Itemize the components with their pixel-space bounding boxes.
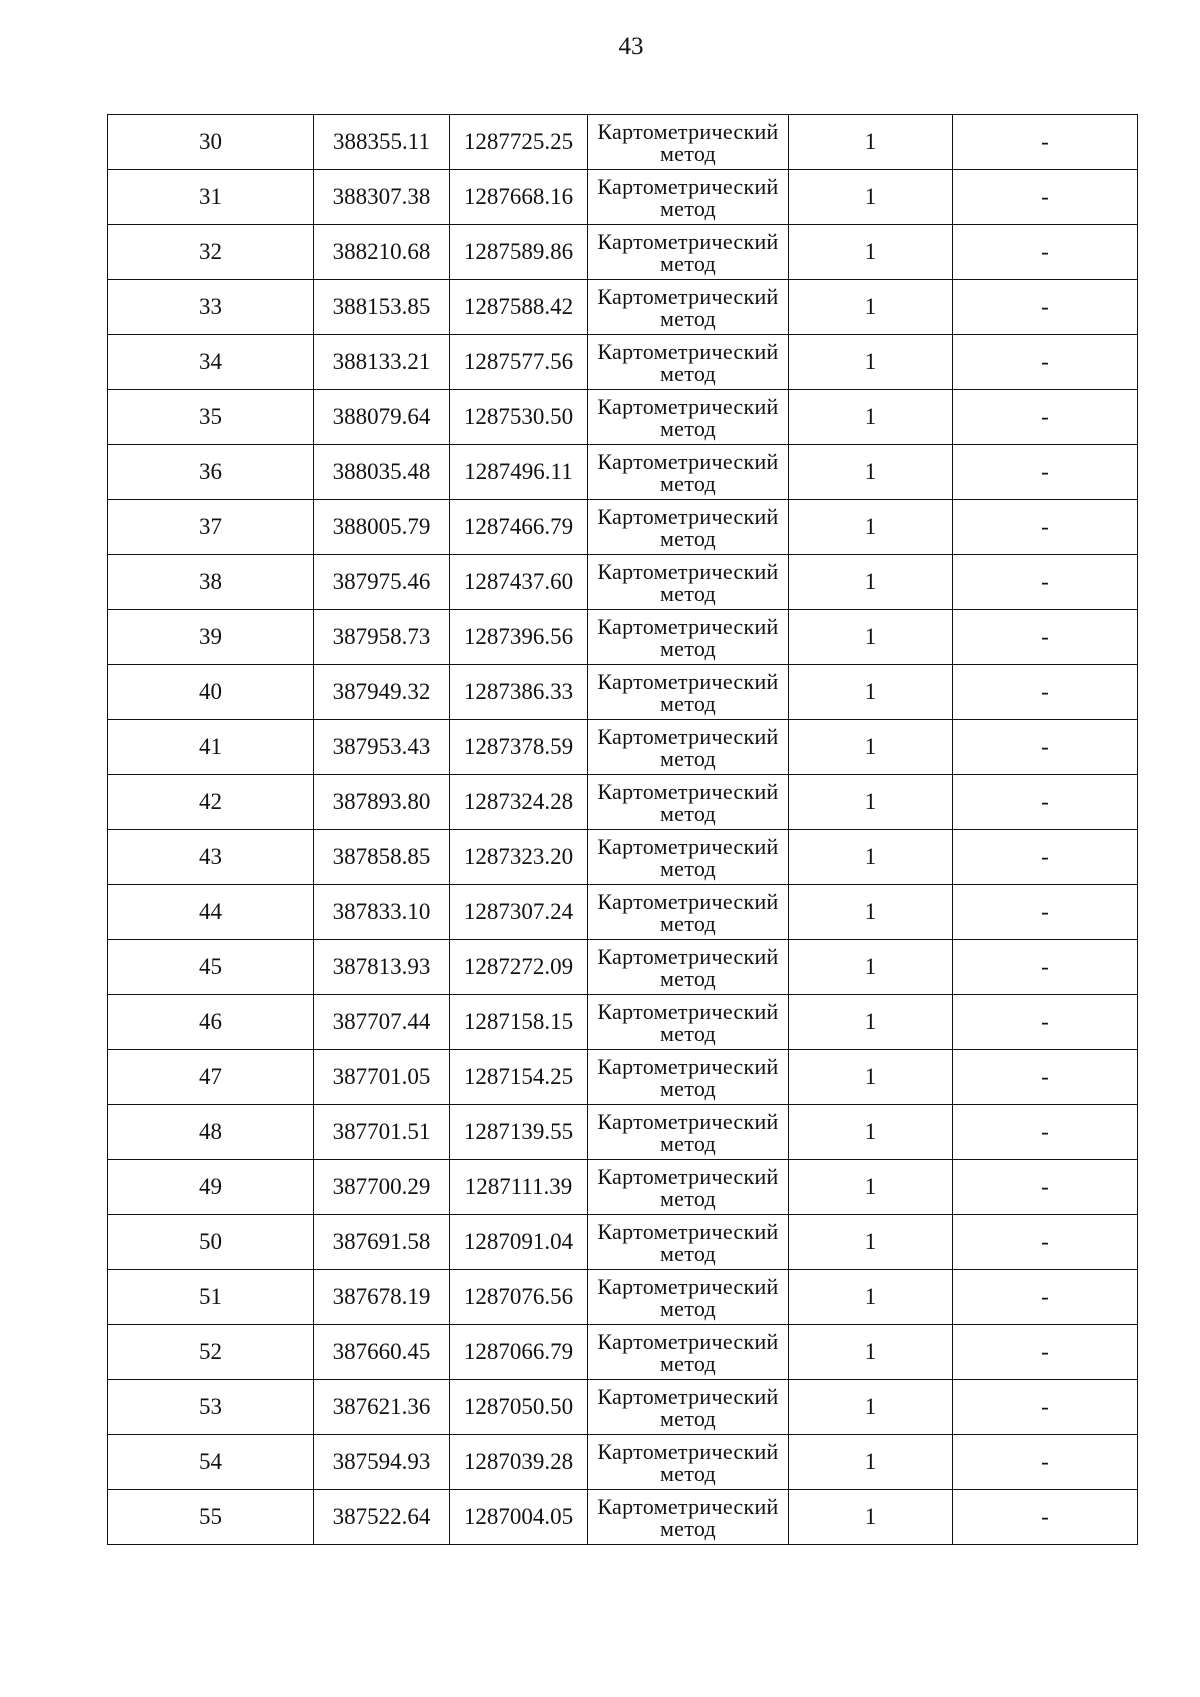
x-coordinate-cell: 387522.64 (314, 1490, 450, 1545)
y-coordinate-cell: 1287588.42 (450, 280, 588, 335)
method-line-1: Картометрический (597, 1053, 779, 1079)
table-row (108, 610, 1138, 665)
x-coordinate-cell: 388035.48 (314, 445, 450, 500)
method-line-2: метод (659, 1020, 717, 1046)
method-line-2: метод (659, 525, 717, 551)
point-number-cell: 40 (108, 665, 314, 720)
x-coordinate-cell: 387660.45 (314, 1325, 450, 1380)
table-row (108, 170, 1138, 225)
point-number-cell: 42 (108, 775, 314, 830)
method-line-1: Картометрический (597, 228, 779, 254)
point-number-cell: 41 (108, 720, 314, 775)
accuracy-cell: 1 (789, 335, 953, 390)
method-line-2: метод (659, 1405, 717, 1431)
accuracy-cell: 1 (789, 885, 953, 940)
note-cell: - (953, 115, 1138, 170)
method-line-2: метод (659, 360, 717, 386)
point-number-cell: 33 (108, 280, 314, 335)
method-line-1: Картометрический (597, 393, 779, 419)
method-cell (588, 1380, 789, 1435)
accuracy-cell: 1 (789, 1050, 953, 1105)
method-line-2: метод (659, 1515, 717, 1541)
y-coordinate-cell: 1287307.24 (450, 885, 588, 940)
page-number: 43 (618, 33, 644, 60)
accuracy-cell: 1 (789, 1270, 953, 1325)
x-coordinate-cell: 387949.32 (314, 665, 450, 720)
method-line-2: метод (659, 1240, 717, 1266)
x-coordinate-cell: 388307.38 (314, 170, 450, 225)
method-cell (588, 1435, 789, 1490)
method-cell (588, 1490, 789, 1545)
y-coordinate-cell: 1287725.25 (450, 115, 588, 170)
table-row (108, 225, 1138, 280)
y-coordinate-cell: 1287154.25 (450, 1050, 588, 1105)
method-cell (588, 830, 789, 885)
y-coordinate-cell: 1287139.55 (450, 1105, 588, 1160)
y-coordinate-cell: 1287386.33 (450, 665, 588, 720)
x-coordinate-cell: 388079.64 (314, 390, 450, 445)
method-line-1: Картометрический (597, 1273, 779, 1299)
note-cell: - (953, 995, 1138, 1050)
method-line-1: Картометрический (597, 283, 779, 309)
point-number-cell: 45 (108, 940, 314, 995)
x-coordinate-cell: 387594.93 (314, 1435, 450, 1490)
point-number-cell: 47 (108, 1050, 314, 1105)
method-line-2: метод (659, 305, 717, 331)
note-cell: - (953, 940, 1138, 995)
method-line-2: метод (659, 1460, 717, 1486)
accuracy-cell: 1 (789, 170, 953, 225)
accuracy-cell: 1 (789, 995, 953, 1050)
point-number-cell: 52 (108, 1325, 314, 1380)
method-line-1: Картометрический (597, 558, 779, 584)
accuracy-cell: 1 (789, 1105, 953, 1160)
table-row (108, 555, 1138, 610)
x-coordinate-cell: 387621.36 (314, 1380, 450, 1435)
note-cell: - (953, 390, 1138, 445)
method-line-2: метод (659, 470, 717, 496)
y-coordinate-cell: 1287039.28 (450, 1435, 588, 1490)
point-number-cell: 54 (108, 1435, 314, 1490)
note-cell: - (953, 1050, 1138, 1105)
accuracy-cell: 1 (789, 280, 953, 335)
note-cell: - (953, 225, 1138, 280)
point-number-cell: 50 (108, 1215, 314, 1270)
method-line-2: метод (659, 855, 717, 881)
x-coordinate-cell: 387701.05 (314, 1050, 450, 1105)
x-coordinate-cell: 388210.68 (314, 225, 450, 280)
method-cell (588, 1050, 789, 1105)
y-coordinate-cell: 1287111.39 (450, 1160, 588, 1215)
note-cell: - (953, 1490, 1138, 1545)
method-cell (588, 1270, 789, 1325)
point-number-cell: 53 (108, 1380, 314, 1435)
method-cell (588, 390, 789, 445)
note-cell: - (953, 1435, 1138, 1490)
y-coordinate-cell: 1287378.59 (450, 720, 588, 775)
method-line-2: метод (659, 1350, 717, 1376)
point-number-cell: 32 (108, 225, 314, 280)
y-coordinate-cell: 1287589.86 (450, 225, 588, 280)
method-line-1: Картометрический (597, 1108, 779, 1134)
accuracy-cell: 1 (789, 390, 953, 445)
method-line-1: Картометрический (597, 173, 779, 199)
accuracy-cell: 1 (789, 940, 953, 995)
y-coordinate-cell: 1287076.56 (450, 1270, 588, 1325)
note-cell: - (953, 335, 1138, 390)
x-coordinate-cell: 387893.80 (314, 775, 450, 830)
note-cell: - (953, 445, 1138, 500)
y-coordinate-cell: 1287437.60 (450, 555, 588, 610)
method-line-2: метод (659, 965, 717, 991)
method-line-2: метод (659, 580, 717, 606)
method-line-1: Картометрический (597, 338, 779, 364)
note-cell: - (953, 1160, 1138, 1215)
x-coordinate-cell: 387833.10 (314, 885, 450, 940)
method-cell (588, 940, 789, 995)
table-row (108, 995, 1138, 1050)
table-row (108, 1160, 1138, 1215)
point-number-cell: 36 (108, 445, 314, 500)
method-line-2: метод (659, 1185, 717, 1211)
accuracy-cell: 1 (789, 1160, 953, 1215)
method-line-1: Картометрический (597, 448, 779, 474)
method-line-1: Картометрический (597, 613, 779, 639)
x-coordinate-cell: 387858.85 (314, 830, 450, 885)
accuracy-cell: 1 (789, 1490, 953, 1545)
x-coordinate-cell: 388153.85 (314, 280, 450, 335)
method-line-1: Картометрический (597, 1438, 779, 1464)
table-row (108, 1435, 1138, 1490)
method-line-2: метод (659, 745, 717, 771)
accuracy-cell: 1 (789, 830, 953, 885)
x-coordinate-cell: 387813.93 (314, 940, 450, 995)
method-line-2: метод (659, 635, 717, 661)
y-coordinate-cell: 1287004.05 (450, 1490, 588, 1545)
method-line-1: Картометрический (597, 998, 779, 1024)
method-cell (588, 500, 789, 555)
method-line-2: метод (659, 140, 717, 166)
point-number-cell: 46 (108, 995, 314, 1050)
table-row (108, 775, 1138, 830)
note-cell: - (953, 170, 1138, 225)
y-coordinate-cell: 1287496.11 (450, 445, 588, 500)
method-cell (588, 170, 789, 225)
accuracy-cell: 1 (789, 665, 953, 720)
y-coordinate-cell: 1287050.50 (450, 1380, 588, 1435)
table-row (108, 390, 1138, 445)
accuracy-cell: 1 (789, 555, 953, 610)
y-coordinate-cell: 1287066.79 (450, 1325, 588, 1380)
point-number-cell: 39 (108, 610, 314, 665)
accuracy-cell: 1 (789, 115, 953, 170)
x-coordinate-cell: 387700.29 (314, 1160, 450, 1215)
y-coordinate-cell: 1287530.50 (450, 390, 588, 445)
method-line-2: метод (659, 1130, 717, 1156)
x-coordinate-cell: 387678.19 (314, 1270, 450, 1325)
method-cell (588, 1160, 789, 1215)
note-cell: - (953, 775, 1138, 830)
table-row (108, 940, 1138, 995)
method-line-1: Картометрический (597, 1493, 779, 1519)
table-row (108, 335, 1138, 390)
method-cell (588, 995, 789, 1050)
note-cell: - (953, 830, 1138, 885)
point-number-cell: 49 (108, 1160, 314, 1215)
method-cell (588, 1215, 789, 1270)
table-row (108, 280, 1138, 335)
table-row (108, 665, 1138, 720)
method-line-1: Картометрический (597, 118, 779, 144)
method-cell (588, 885, 789, 940)
y-coordinate-cell: 1287158.15 (450, 995, 588, 1050)
accuracy-cell: 1 (789, 720, 953, 775)
note-cell: - (953, 885, 1138, 940)
method-line-1: Картометрический (597, 888, 779, 914)
point-number-cell: 30 (108, 115, 314, 170)
method-line-2: метод (659, 1075, 717, 1101)
x-coordinate-cell: 388133.21 (314, 335, 450, 390)
note-cell: - (953, 280, 1138, 335)
method-line-1: Картометрический (597, 778, 779, 804)
table-row (108, 830, 1138, 885)
method-line-1: Картометрический (597, 668, 779, 694)
note-cell: - (953, 1105, 1138, 1160)
x-coordinate-cell: 387953.43 (314, 720, 450, 775)
method-line-1: Картометрический (597, 833, 779, 859)
accuracy-cell: 1 (789, 775, 953, 830)
table-row (108, 1325, 1138, 1380)
method-line-1: Картометрический (597, 1218, 779, 1244)
y-coordinate-cell: 1287323.20 (450, 830, 588, 885)
method-cell (588, 225, 789, 280)
table-row (108, 1215, 1138, 1270)
note-cell: - (953, 555, 1138, 610)
method-cell (588, 1325, 789, 1380)
method-line-2: метод (659, 415, 717, 441)
accuracy-cell: 1 (789, 445, 953, 500)
table-row (108, 500, 1138, 555)
accuracy-cell: 1 (789, 1435, 953, 1490)
method-line-2: метод (659, 800, 717, 826)
note-cell: - (953, 1270, 1138, 1325)
point-number-cell: 34 (108, 335, 314, 390)
method-line-1: Картометрический (597, 1163, 779, 1189)
method-cell (588, 1105, 789, 1160)
method-line-2: метод (659, 250, 717, 276)
y-coordinate-cell: 1287668.16 (450, 170, 588, 225)
note-cell: - (953, 665, 1138, 720)
method-line-1: Картометрический (597, 503, 779, 529)
x-coordinate-cell: 387707.44 (314, 995, 450, 1050)
coordinates-table (107, 114, 1138, 1545)
point-number-cell: 55 (108, 1490, 314, 1545)
point-number-cell: 43 (108, 830, 314, 885)
note-cell: - (953, 610, 1138, 665)
table-row (108, 115, 1138, 170)
method-cell (588, 610, 789, 665)
method-cell (588, 775, 789, 830)
method-cell (588, 445, 789, 500)
table-row (108, 1270, 1138, 1325)
table-row (108, 1050, 1138, 1105)
accuracy-cell: 1 (789, 1215, 953, 1270)
method-cell (588, 720, 789, 775)
y-coordinate-cell: 1287466.79 (450, 500, 588, 555)
accuracy-cell: 1 (789, 1325, 953, 1380)
note-cell: - (953, 1325, 1138, 1380)
accuracy-cell: 1 (789, 1380, 953, 1435)
point-number-cell: 38 (108, 555, 314, 610)
table-row (108, 1105, 1138, 1160)
table-row (108, 720, 1138, 775)
table-row (108, 1380, 1138, 1435)
method-line-1: Картометрический (597, 1328, 779, 1354)
method-line-1: Картометрический (597, 1383, 779, 1409)
y-coordinate-cell: 1287091.04 (450, 1215, 588, 1270)
table-row (108, 1490, 1138, 1545)
point-number-cell: 51 (108, 1270, 314, 1325)
method-line-1: Картометрический (597, 943, 779, 969)
y-coordinate-cell: 1287272.09 (450, 940, 588, 995)
y-coordinate-cell: 1287577.56 (450, 335, 588, 390)
table-row (108, 885, 1138, 940)
point-number-cell: 37 (108, 500, 314, 555)
point-number-cell: 31 (108, 170, 314, 225)
x-coordinate-cell: 388355.11 (314, 115, 450, 170)
method-cell (588, 665, 789, 720)
accuracy-cell: 1 (789, 500, 953, 555)
x-coordinate-cell: 387691.58 (314, 1215, 450, 1270)
method-line-2: метод (659, 195, 717, 221)
method-line-2: метод (659, 690, 717, 716)
method-cell (588, 555, 789, 610)
x-coordinate-cell: 387701.51 (314, 1105, 450, 1160)
note-cell: - (953, 720, 1138, 775)
method-line-1: Картометрический (597, 723, 779, 749)
accuracy-cell: 1 (789, 610, 953, 665)
method-cell (588, 280, 789, 335)
note-cell: - (953, 1215, 1138, 1270)
table-row (108, 445, 1138, 500)
method-cell (588, 115, 789, 170)
x-coordinate-cell: 387958.73 (314, 610, 450, 665)
method-line-2: метод (659, 1295, 717, 1321)
method-line-2: метод (659, 910, 717, 936)
point-number-cell: 48 (108, 1105, 314, 1160)
x-coordinate-cell: 387975.46 (314, 555, 450, 610)
table-body (108, 115, 1138, 1545)
method-cell (588, 335, 789, 390)
point-number-cell: 44 (108, 885, 314, 940)
accuracy-cell: 1 (789, 225, 953, 280)
note-cell: - (953, 500, 1138, 555)
x-coordinate-cell: 388005.79 (314, 500, 450, 555)
point-number-cell: 35 (108, 390, 314, 445)
y-coordinate-cell: 1287396.56 (450, 610, 588, 665)
y-coordinate-cell: 1287324.28 (450, 775, 588, 830)
note-cell: - (953, 1380, 1138, 1435)
